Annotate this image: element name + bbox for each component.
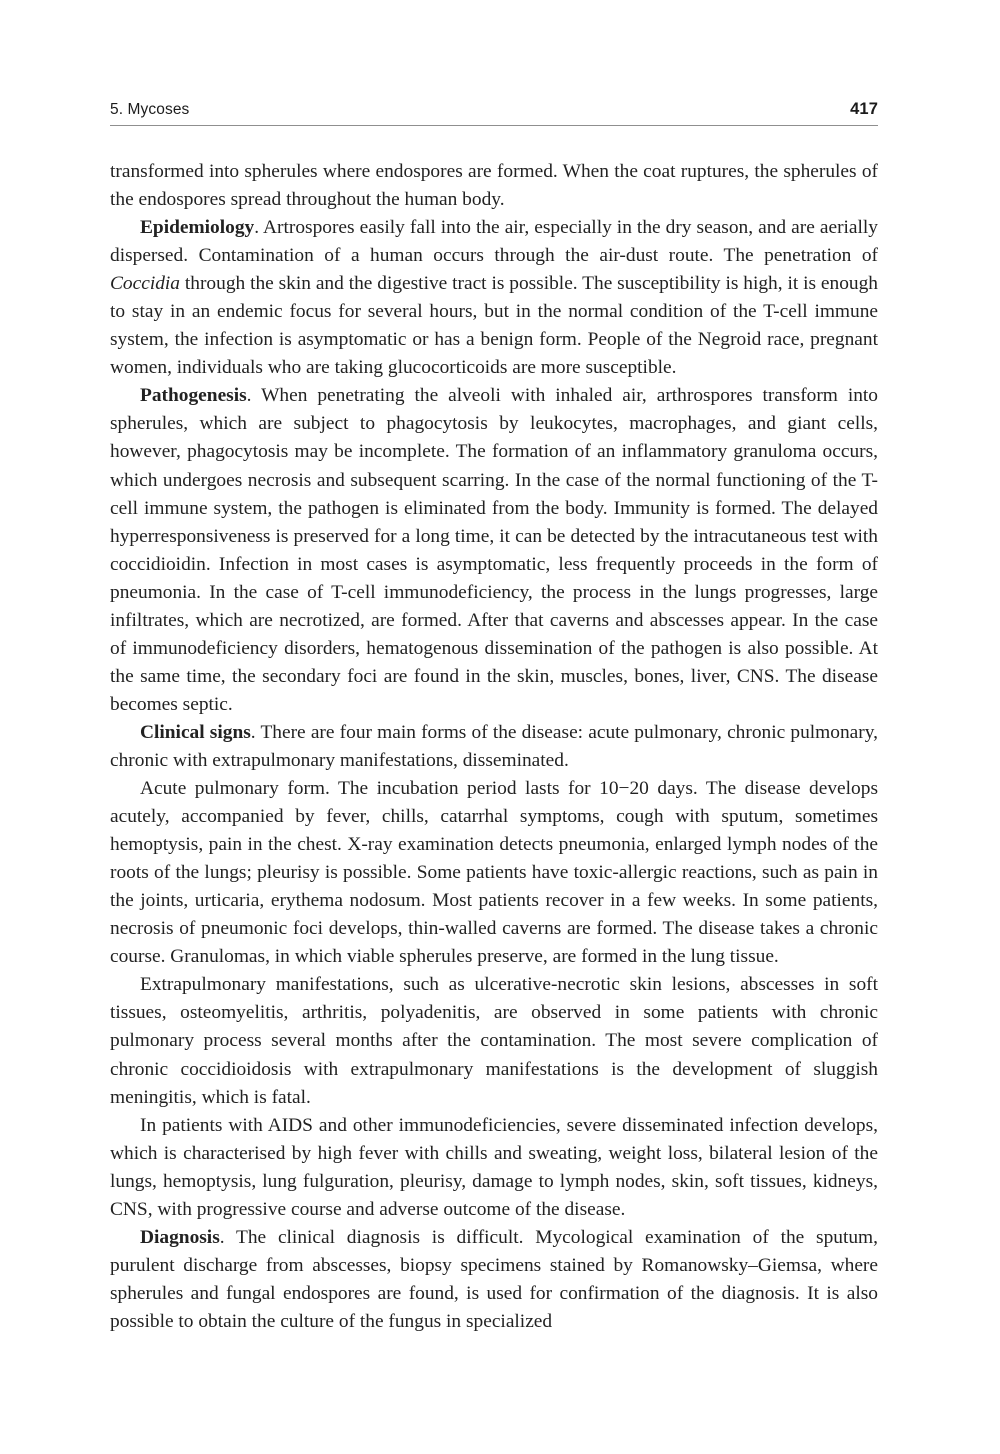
section-heading-pathogenesis: Pathogenesis bbox=[140, 385, 247, 407]
page-content bbox=[110, 100, 878, 1336]
paragraph-pathogenesis bbox=[110, 382, 878, 719]
section-heading-epidemiology: Epidemiology bbox=[140, 217, 255, 239]
paragraph-clinical-signs bbox=[110, 719, 878, 775]
paragraph-text: Acute pulmonary form. The incubation period lasts for 10−20 days. The disease develops acutely, accompanied by fever, chills, catarrhal symptoms, cough with sputum, sometimes hemoptysis, pain in the chest. X-ray examination detects pneumonia, enlarged lymph nodes of the roots of the lungs; pleurisy is possible. Some patients have toxic-allergic reactions, such as pain in the joints, urticaria, erythema nodosum. Most patients recover in a few weeks. In some patients, necrosis of pneumonic foci develops, thin-walled caverns are formed. The disease takes a chronic course. Granulomas, in which viable spherules preserve, are formed in the lung tissue. bbox=[110, 778, 878, 968]
chapter-title: 5. Mycoses bbox=[110, 101, 190, 118]
paragraph-text: . When penetrating the alveoli with inhaled air, arthrospores transform into spherules, which are subject to phagocytosis by leukocytes, macrophages, and giant cells, however, phagocytosis may be incomplete. The formation of an inflammatory granuloma occurs, which undergoes necrosis and subsequent scarring. In the case of the normal functioning of the T-cell immune system, the pathogen is eliminated from the body. Immunity is formed. The delayed hyperresponsiveness is preserved for a long time, it can be detected by the intracutaneous test with coccidioidin. Infection in most cases is asymptomatic, less frequently proceeds in the form of pneumonia. In the case of T-cell immunodeficiency, the process in the lungs progresses, large infiltrates, which are necrotized, are formed. After that caverns and abscesses appear. In the case of immunodeficiency disorders, hematogenous dissemination of the pathogen is also possible. At the same time, the secondary foci are found in the skin, muscles, bones, liver, CNS. The disease becomes septic. bbox=[110, 385, 878, 715]
paragraph-extrapulmonary-manifestations bbox=[110, 971, 878, 1111]
page-number: 417 bbox=[850, 100, 878, 118]
body-text bbox=[110, 158, 878, 1336]
scientific-name-coccidia: Coccidia bbox=[110, 273, 181, 295]
paragraph-acute-pulmonary-form bbox=[110, 775, 878, 971]
paragraph-text: . There are four main forms of the disease: acute pulmonary, chronic pulmonary, chronic with extrapulmonary manifestations, disseminated. bbox=[110, 721, 878, 771]
section-heading-clinical-signs: Clinical signs bbox=[140, 721, 251, 743]
paragraph-continuation bbox=[110, 158, 878, 214]
paragraph-aids-patients bbox=[110, 1112, 878, 1224]
paragraph-diagnosis bbox=[110, 1224, 878, 1336]
header-divider bbox=[110, 125, 878, 126]
section-heading-diagnosis: Diagnosis bbox=[140, 1226, 220, 1248]
paragraph-text: Extrapulmonary manifestations, such as ulcerative-necrotic skin lesions, abscesses in soft tissues, osteomyelitis, arthritis, polyadenitis, are observed in some patients with chronic pulmonary process several months after the contamination. The most severe complication of chronic coccidioidosis with extrapulmonary manifestations is the development of sluggish meningitis, which is fatal. bbox=[110, 974, 878, 1108]
paragraph-text-before-italic: . Artrospores easily fall into the air, especially in the dry season, and are aerially dispersed. Contamination of a human occurs through the air-dust route. The penetration of bbox=[110, 217, 878, 267]
paragraph-text: In patients with AIDS and other immunodeficiencies, severe disseminated infection develops, which is characterised by high fever with chills and sweating, weight loss, bilateral lesion of the lungs, hemoptysis, lung fulguration, pleurisy, damage to lymph nodes, skin, soft tissues, kidneys, CNS, with progressive course and adverse outcome of the disease. bbox=[110, 1114, 878, 1220]
paragraph-epidemiology bbox=[110, 214, 878, 382]
paragraph-text-after-italic: through the skin and the digestive tract is possible. The susceptibility is high, it is enough to stay in an endemic focus for several hours, but in the normal condition of the T-cell immune system, the infection is asymptomatic or has a benign form. People of the Negroid race, pregnant women, individuals who are taking glucocorticoids are more susceptible. bbox=[110, 273, 878, 379]
running-header bbox=[110, 100, 878, 125]
paragraph-text: . The clinical diagnosis is difficult. Mycological examination of the sputum, purulent discharge from abscesses, biopsy specimens stained by Romanowsky–Giemsa, where spherules and fungal endospores are found, is used for confirmation of the diagnosis. It is also possible to obtain the culture of the fungus in specialized bbox=[110, 1226, 878, 1332]
paragraph-text: transformed into spherules where endospores are formed. When the coat ruptures, the spherules of the endospores spread throughout the human body. bbox=[110, 161, 878, 211]
